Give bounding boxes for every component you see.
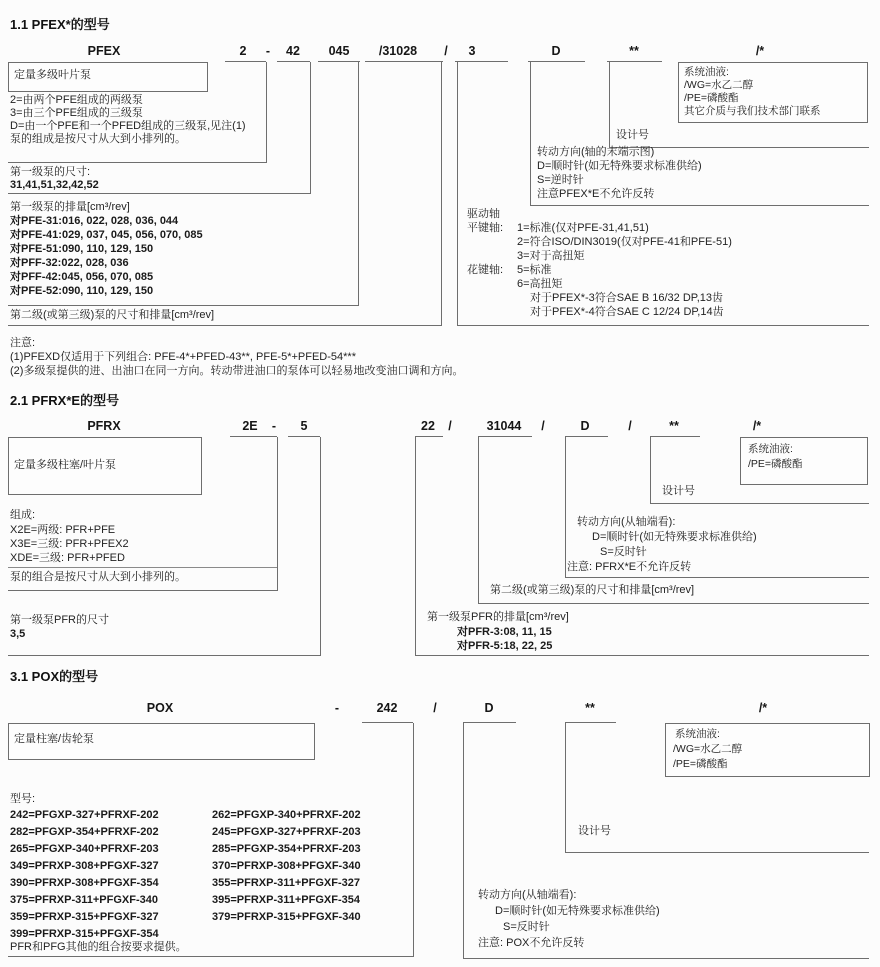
code-separator: - (265, 44, 271, 58)
first-size-values: 31,41,51,32,42,52 (10, 179, 99, 191)
shaft-title: 驱动轴 (467, 208, 500, 220)
code-separator: / (541, 419, 545, 433)
design-no-label: 设计号 (578, 825, 611, 837)
note-line: (1)PFEXD仅适用于下列组合: PFE-4*+PFED-43**, PFE-5*+PFED-54*** (10, 351, 356, 363)
models-label: 型号: (10, 793, 36, 805)
rotation-label: 转动方向(从轴端看): (478, 889, 577, 901)
code-segment: D (551, 44, 561, 58)
design-no-label: 设计号 (662, 485, 695, 497)
code-segment: D (484, 701, 494, 715)
pump-type-label: 定量多级柱塞/叶片泵 (14, 459, 117, 471)
divider-line (8, 567, 277, 568)
displacement-item: 对PFE-31:016, 022, 028, 036, 044 (10, 215, 179, 227)
code-segment: 2E (242, 419, 258, 433)
design-no-label: 设计号 (616, 129, 649, 141)
code-segment: D (580, 419, 590, 433)
models-note: PFR和PFG其他的组合按要求提供。 (10, 941, 187, 953)
rotation-option: D=顺时针(如无特殊要求标准供给) (495, 905, 660, 917)
code-segment: 5 (300, 419, 308, 433)
code-segment: /* (758, 701, 768, 715)
rotation-option: D=顺时针(如无特殊要求标准供给) (537, 160, 702, 172)
code-separator: / (628, 419, 632, 433)
composition-note: 泵的组合是按尺寸从大到小排列的。 (10, 571, 186, 583)
displacement-item: 对PFE-51:090, 110, 129, 150 (10, 243, 154, 255)
displacement-label: 第一级泵PFR的排量[cm³/rev] (427, 611, 569, 623)
model-list-item: 359=PFRXP-315+PFGXF-327 (10, 911, 159, 923)
rotation-option: S=反时针 (503, 921, 550, 933)
code-segment: 242 (376, 701, 398, 715)
fluids-title: 系统油液: (748, 443, 793, 455)
stage-option: D=由一个PFE和一个PFED组成的三级泵,见注(1) (10, 120, 246, 132)
fluid-option: /WG=水乙二醇 (684, 79, 754, 91)
code-segment: 2 (239, 44, 247, 58)
composition-option: X3E=三级: PFR+PFEX2 (10, 538, 129, 550)
code-segment: ** (669, 419, 679, 433)
code-separator: / (444, 44, 448, 58)
code-separator: - (271, 419, 277, 433)
shaft-option: 5=标准 (517, 264, 552, 276)
model-list-item: 390=PFRXP-308+PFGXF-354 (10, 877, 159, 889)
displacement-item: 对PFF-42:045, 056, 070, 085 (10, 271, 154, 283)
rotation-option: S=逆时针 (537, 174, 584, 186)
fluid-option: /PE=磷酸酯 (673, 758, 728, 770)
code-separator: / (433, 701, 437, 715)
shaft-option: 2=符合ISO/DIN3019(仅对PFE-41和PFE-51) (517, 236, 732, 248)
displacement-item: 对PFF-32:022, 028, 036 (10, 257, 129, 269)
code-segment: 045 (328, 44, 350, 58)
fluid-option: /WG=水乙二醇 (673, 743, 743, 755)
model-list-item: 265=PFGXP-340+PFRXF-203 (10, 843, 159, 855)
model-list-item: 370=PFRXP-308+PFGXF-340 (212, 860, 361, 872)
code-segment: /31028 (378, 44, 418, 58)
code-segment: 31044 (486, 419, 522, 433)
model-list-item: 395=PFRXP-311+PFGXF-354 (212, 894, 360, 906)
pump-type-label: 定量多级叶片泵 (14, 69, 91, 81)
displacement-item: 对PFE-52:090, 110, 129, 150 (10, 285, 154, 297)
rotation-label: 转动方向(轴的末端示图) (537, 146, 655, 158)
displacement-label: 第一级泵的排量[cm³/rev] (10, 201, 130, 213)
code-segment: 3 (468, 44, 476, 58)
model-list-item: 375=PFRXP-311+PFGXF-340 (10, 894, 158, 906)
shaft-option: 对于PFEX*-3符合SAE B 16/32 DP,13齿 (530, 292, 723, 304)
composition-label: 组成: (10, 509, 36, 521)
rotation-note: 注意: POX不允许反转 (478, 937, 585, 949)
displacement-item: 对PFE-41:029, 037, 045, 056, 070, 085 (10, 229, 203, 241)
displacement-item: 对PFR-5:18, 22, 25 (457, 640, 553, 652)
section-1-title: 1.1 PFEX*的型号 (10, 17, 110, 32)
notes-title: 注意: (10, 337, 36, 349)
model-list-item: 245=PFGXP-327+PFRXF-203 (212, 826, 361, 838)
code-segment: POX (146, 701, 174, 715)
first-size-values: 3,5 (10, 628, 26, 640)
first-size-label: 第一级泵的尺寸: (10, 166, 91, 178)
model-list-item: 349=PFRXP-308+PFGXF-327 (10, 860, 159, 872)
displacement-item: 对PFR-3:08, 11, 15 (457, 626, 552, 638)
stage-option: 3=由三个PFE组成的三级泵 (10, 107, 143, 119)
code-separator: / (448, 419, 452, 433)
model-list-item: 262=PFGXP-340+PFRXF-202 (212, 809, 361, 821)
section-3-title: 3.1 POX的型号 (10, 669, 99, 684)
note-line: (2)多级泵提供的进、出油口在同一方向。转动带进油口的泵体可以轻易地改变油口调和方向。 (10, 365, 464, 377)
second-stage-label: 第二级(或第三级)泵的尺寸和排量[cm³/rev] (490, 584, 695, 596)
second-stage-label: 第二级(或第三级)泵的尺寸和排量[cm³/rev] (10, 309, 215, 321)
shaft-option: 3=对于高扭矩 (517, 250, 585, 262)
shaft-option: 1=标准(仅对PFE-31,41,51) (517, 222, 649, 234)
code-segment: ** (629, 44, 639, 58)
model-list-item: 379=PFRXP-315+PFGXF-340 (212, 911, 361, 923)
rotation-label: 转动方向(从轴端看): (577, 516, 676, 528)
composition-option: X2E=两级: PFR+PFE (10, 524, 116, 536)
code-segment: PFEX (87, 44, 121, 58)
shaft-key: 花键轴: (467, 264, 504, 276)
shaft-option: 对于PFEX*-4符合SAE C 12/24 DP,14齿 (530, 306, 724, 318)
model-list-item: 399=PFRXP-315+PFGXF-354 (10, 928, 159, 940)
fluids-title: 系统油液: (675, 728, 720, 740)
section-2-title: 2.1 PFRX*E的型号 (10, 393, 120, 408)
code-segment: /* (755, 44, 765, 58)
shaft-option: 6=高扭矩 (517, 278, 563, 290)
model-list-item: 355=PFRXP-311+PFGXF-327 (212, 877, 360, 889)
fluid-option: /PE=磷酸酯 (748, 458, 803, 470)
first-size-label: 第一级泵PFR的尺寸 (10, 614, 109, 626)
fluids-note: 其它介质与我们技术部门联系 (684, 105, 821, 117)
fluid-option: /PE=磷酸酯 (684, 92, 739, 104)
shaft-key: 平键轴: (467, 222, 504, 234)
code-segment: 42 (286, 44, 300, 58)
stage-option: 2=由两个PFE组成的两级泵 (10, 94, 143, 106)
code-segment: PFRX (87, 419, 121, 433)
rotation-option: S=反时针 (600, 546, 647, 558)
stage-note: 泵的组成是按尺寸从大到小排列的。 (10, 133, 186, 145)
rotation-option: D=顺时针(如无特殊要求标准供给) (592, 531, 757, 543)
code-segment: ** (585, 701, 595, 715)
fluids-title: 系统油液: (684, 66, 729, 78)
rotation-note: 注意PFEX*E不允许反转 (537, 188, 655, 200)
composition-option: XDE=三级: PFR+PFED (10, 552, 125, 564)
pump-type-label: 定量柱塞/齿轮泵 (14, 733, 95, 745)
code-segment: /* (752, 419, 762, 433)
rotation-note: 注意: PFRX*E不允许反转 (567, 561, 692, 573)
model-list-item: 285=PFGXP-354+PFRXF-203 (212, 843, 361, 855)
model-list-item: 242=PFGXP-327+PFRXF-202 (10, 809, 159, 821)
code-segment: 22 (421, 419, 435, 433)
code-separator: - (334, 701, 340, 715)
model-list-item: 282=PFGXP-354+PFRXF-202 (10, 826, 159, 838)
